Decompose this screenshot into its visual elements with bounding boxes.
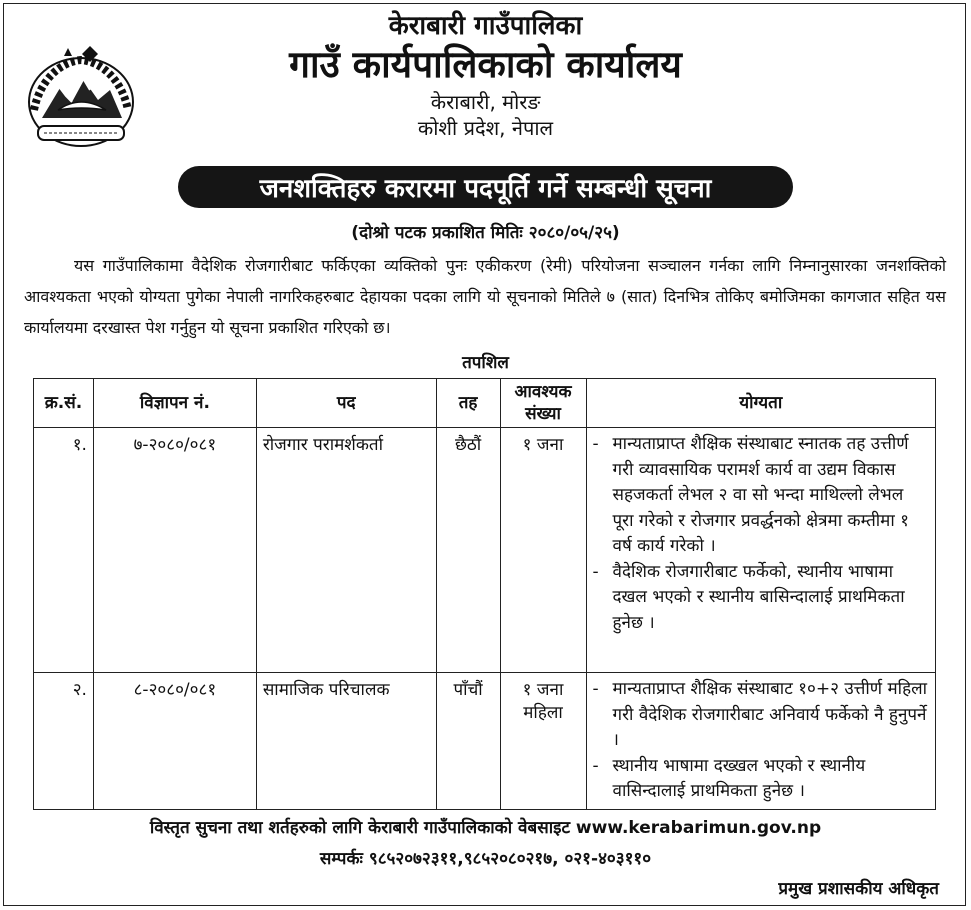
row-sn: १. xyxy=(34,428,94,673)
qualification-item: - मान्यताप्राप्त शैक्षिक संस्थाबाट १०+२ उत्तीर्ण महिला गरी वैदेशिक रोजगारीबाट अनिवार्य फर्केको नै हुनुपर्ने । xyxy=(593,677,930,754)
header-qualification: योग्यता xyxy=(586,379,936,428)
header-count: आवश्यक संख्या xyxy=(500,379,586,428)
qualification-item: - स्थानीय भाषामा दख्खल भएको र स्थानीय वासिन्दालाई प्राथमिकता हुनेछ । xyxy=(593,754,930,805)
table-header-row xyxy=(34,379,936,428)
row-count-value: १ जना xyxy=(522,435,564,455)
office-name: गाउँ कार्यपालिकाको कार्यालय xyxy=(289,42,682,86)
row-ad-no: ८-२०८०/०८१ xyxy=(93,673,256,810)
notice-title: जनशक्तिहरु करारमा पदपूर्ति गर्ने सम्बन्धी सूचना xyxy=(178,166,793,208)
table-row xyxy=(34,428,936,673)
municipality-name: केराबारी गाउँपालिका xyxy=(388,11,583,41)
bullet-dash-icon: - xyxy=(592,434,599,454)
row-level: छैठौं xyxy=(436,428,500,673)
signatory: प्रमुख प्रशासकीय अधिकृत xyxy=(778,879,939,899)
bullet-dash-icon: - xyxy=(592,755,599,776)
row-post: रोजगार परामर्शकर्ता xyxy=(256,428,436,673)
row-count-note: महिला xyxy=(523,703,563,723)
row-count xyxy=(500,428,586,673)
row-qualifications xyxy=(586,673,936,810)
address-line-2: कोशी प्रदेश, नेपाल xyxy=(417,116,554,141)
bullet-dash-icon: - xyxy=(592,561,599,582)
row-post: सामाजिक परिचालक xyxy=(256,673,436,810)
header-post: पद xyxy=(256,379,436,428)
row-count-value: १ जना xyxy=(522,680,564,700)
qualification-item: - वैदेशिक रोजगारीबाट फर्केको, स्थानीय भाषामा दखल भएको र स्थानीय बासिन्दालाई प्राथमिकता हुनेछ । xyxy=(593,560,930,637)
qualification-item: - मान्यताप्राप्त शैक्षिक संस्थाबाट स्नातक तह उत्तीर्ण गरी व्यावसायिक परामर्श कार्य वा उद्यम विकास सहजकर्ता लेभल २ वा सो भन्दा माथिल्लो लेभल पूरा गरेको र रोजगार प्रवर्द्धनको क्षेत्रमा कम्तीमा १ वर्ष कार्य गरेको । xyxy=(593,432,930,560)
row-qualifications xyxy=(586,428,936,673)
row-count xyxy=(500,673,586,810)
bullet-dash-icon: - xyxy=(592,679,599,699)
contact-line: सम्पर्कः ९८५२०७२३११,९८५२०८०२१७, ०२१-४०३११० xyxy=(319,849,652,869)
intro-text: यस गाउँपालिकामा वैदेशिक रोजगारीबाट फर्किएका व्यक्तिको पुनः एकीकरण (रेमी) परियोजना सञ्चालन गर्नका लागि निम्नानुसारका जनशक्तिको आवश्यकता भएको योग्यता पुगेका नेपाली नागरिकहरुबाट देहायका पदका लागि यो सूचनाको मितिले ७ (सात) दिनभित्र तोकिए बमोजिमका कागजात सहित यस कार्यालयमा दरखास्त पेश गर्नुहुन यो सूचना प्रकाशित गरिएको छ। xyxy=(24,256,946,337)
header-ad-no: विज्ञापन नं. xyxy=(93,379,256,428)
row-sn: २. xyxy=(34,673,94,810)
row-level: पाँचौं xyxy=(436,673,500,810)
header-sn: क्र.सं. xyxy=(34,379,94,428)
published-date: (दोश्रो पटक प्रकाशित मितिः २०८०/०५/२५) xyxy=(351,223,620,243)
vacancy-table xyxy=(33,378,936,810)
table-row xyxy=(34,673,936,810)
office-header xyxy=(0,12,971,139)
address-line-1: केराबारी, मोरङ xyxy=(430,90,541,115)
header-level: तह xyxy=(436,379,500,428)
intro-paragraph xyxy=(24,250,946,343)
details-heading: तपशिल xyxy=(462,353,509,373)
row-ad-no: ७-२०८०/०८१ xyxy=(93,428,256,673)
website-line: विस्तृत सुचना तथा शर्तहरुको लागि केराबारी गाउँपालिकाको वेबसाइट www.kerabarimun.gov.np xyxy=(149,818,822,838)
